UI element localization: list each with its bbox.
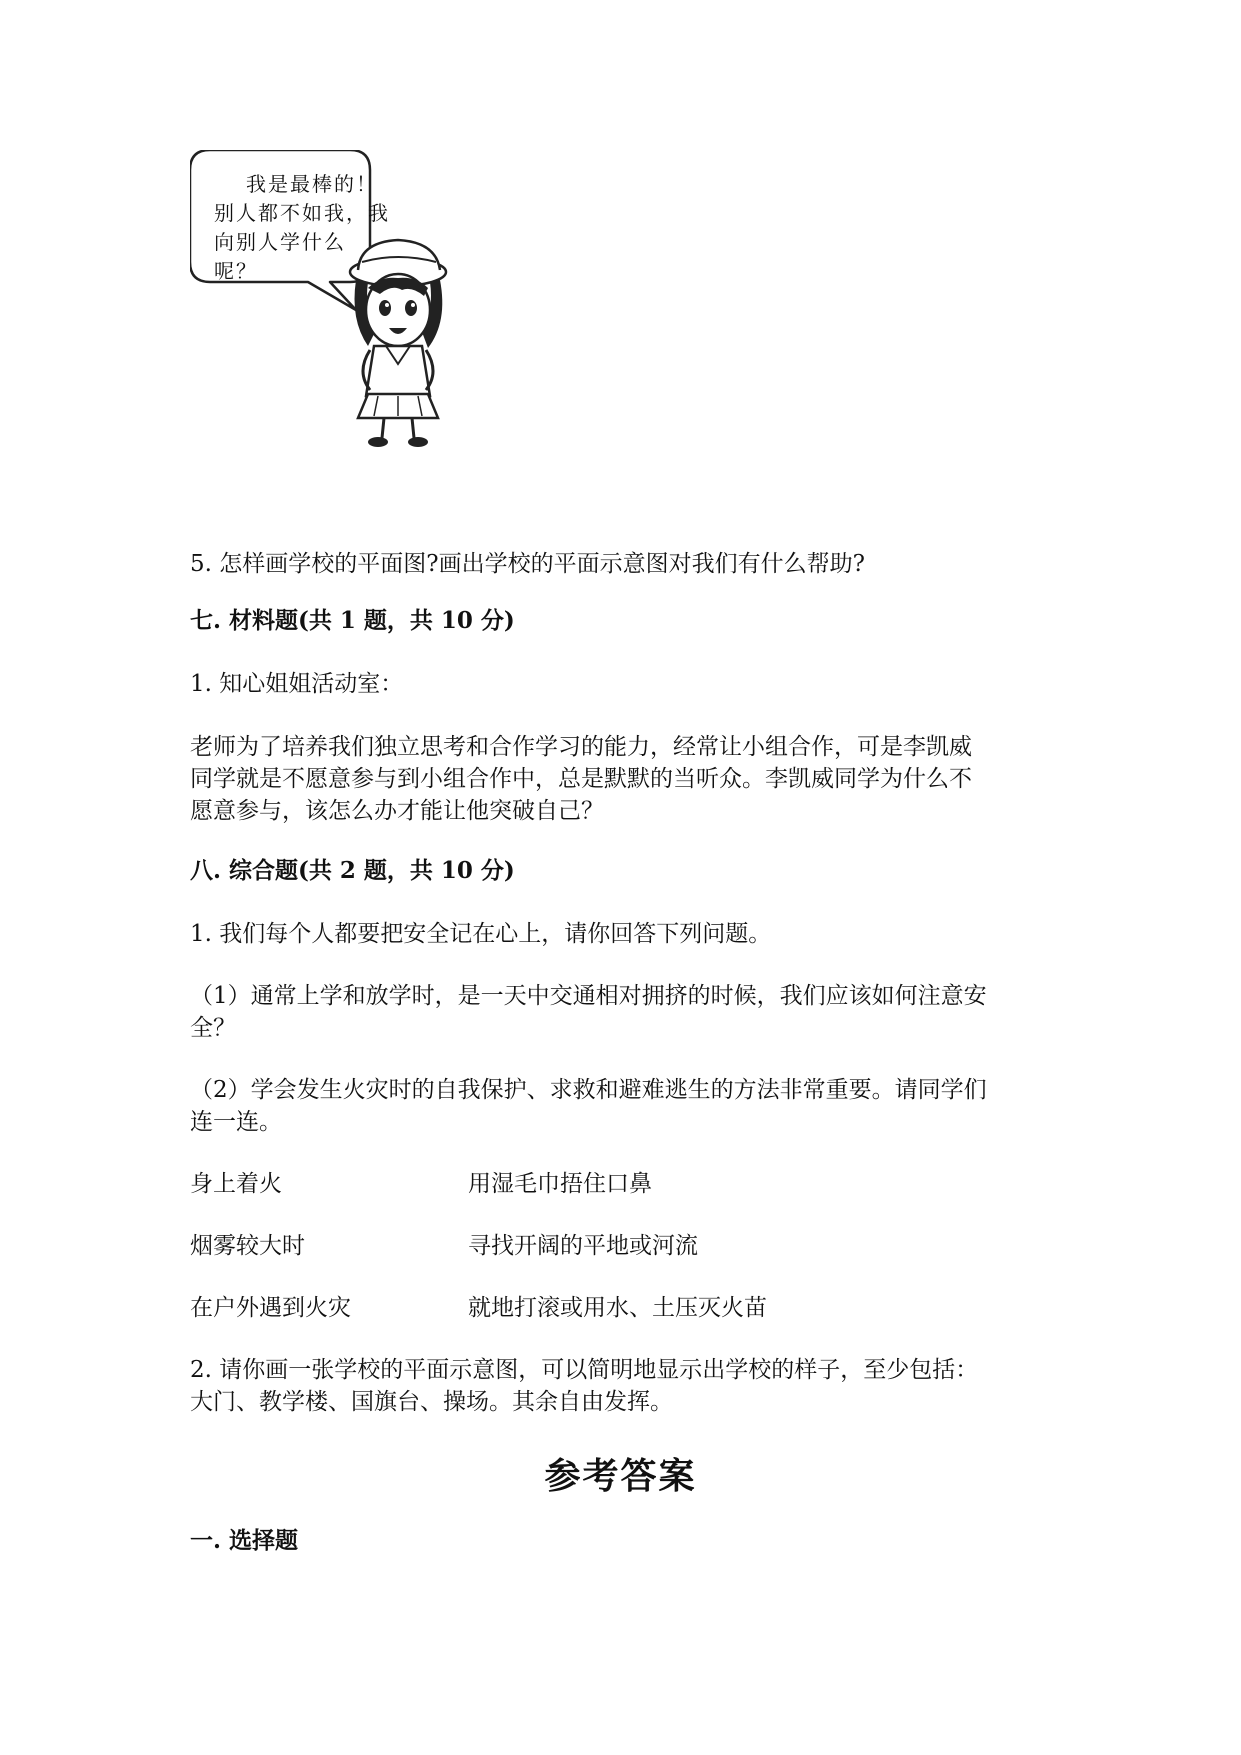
girl-speech-illustration	[190, 150, 490, 480]
bubble-line-2: 别人都不如我，我	[214, 201, 390, 225]
section-8-q1-title: 1. 我们每个人都要把安全记在心上，请你回答下列问题。	[190, 921, 772, 947]
section-8-sub1-line-1: （1）通常上学和放学时，是一天中交通相对拥挤的时候，我们应该如何注意安	[190, 983, 987, 1009]
section-8-sub2-line-2: 连一连。	[190, 1109, 282, 1135]
bubble-line-3: 向别人学什么	[214, 230, 346, 254]
section-8-sub2-line-1: （2）学会发生火灾时的自我保护、求救和避难逃生的方法非常重要。请同学们	[190, 1077, 987, 1103]
match-right-1: 用湿毛巾捂住口鼻	[468, 1171, 652, 1197]
match-right-2: 寻找开阔的平地或河流	[468, 1233, 698, 1259]
bubble-line-4: 呢？	[214, 259, 258, 283]
section-7-q1-text-1: 老师为了培养我们独立思考和合作学习的能力，经常让小组合作，可是李凯威	[190, 734, 972, 760]
match-right-3: 就地打滚或用水、土压灭火苗	[468, 1295, 767, 1321]
section-8-q2-line-1: 2. 请你画一张学校的平面示意图，可以简明地显示出学校的样子，至少包括：	[190, 1357, 979, 1383]
section-8-q2-line-2: 大门、教学楼、国旗台、操场。其余自由发挥。	[190, 1389, 673, 1415]
section-8-heading: 八. 综合题(共 2 题，共 10 分)	[190, 857, 515, 884]
match-left-1: 身上着火	[190, 1171, 282, 1197]
section-7-q1-text-2: 同学就是不愿意参与到小组合作中，总是默默的当听众。李凯威同学为什么不	[190, 766, 972, 792]
section-7-q1-text-3: 愿意参与，该怎么办才能让他突破自己？	[190, 798, 604, 824]
question-5: 5. 怎样画学校的平面图?画出学校的平面示意图对我们有什么帮助?	[190, 551, 865, 577]
answers-section-1-heading: 一. 选择题	[190, 1527, 299, 1554]
answers-title: 参考答案	[544, 1455, 697, 1497]
section-8-sub1-line-2: 全？	[190, 1015, 236, 1041]
match-left-2: 烟雾较大时	[190, 1233, 305, 1259]
section-7-heading: 七. 材料题(共 1 题，共 10 分)	[190, 607, 515, 634]
match-left-3: 在户外遇到火灾	[190, 1295, 351, 1321]
bubble-line-1: 我是最棒的！	[246, 172, 378, 196]
section-7-q1-title: 1. 知心姐姐活动室：	[190, 671, 404, 697]
